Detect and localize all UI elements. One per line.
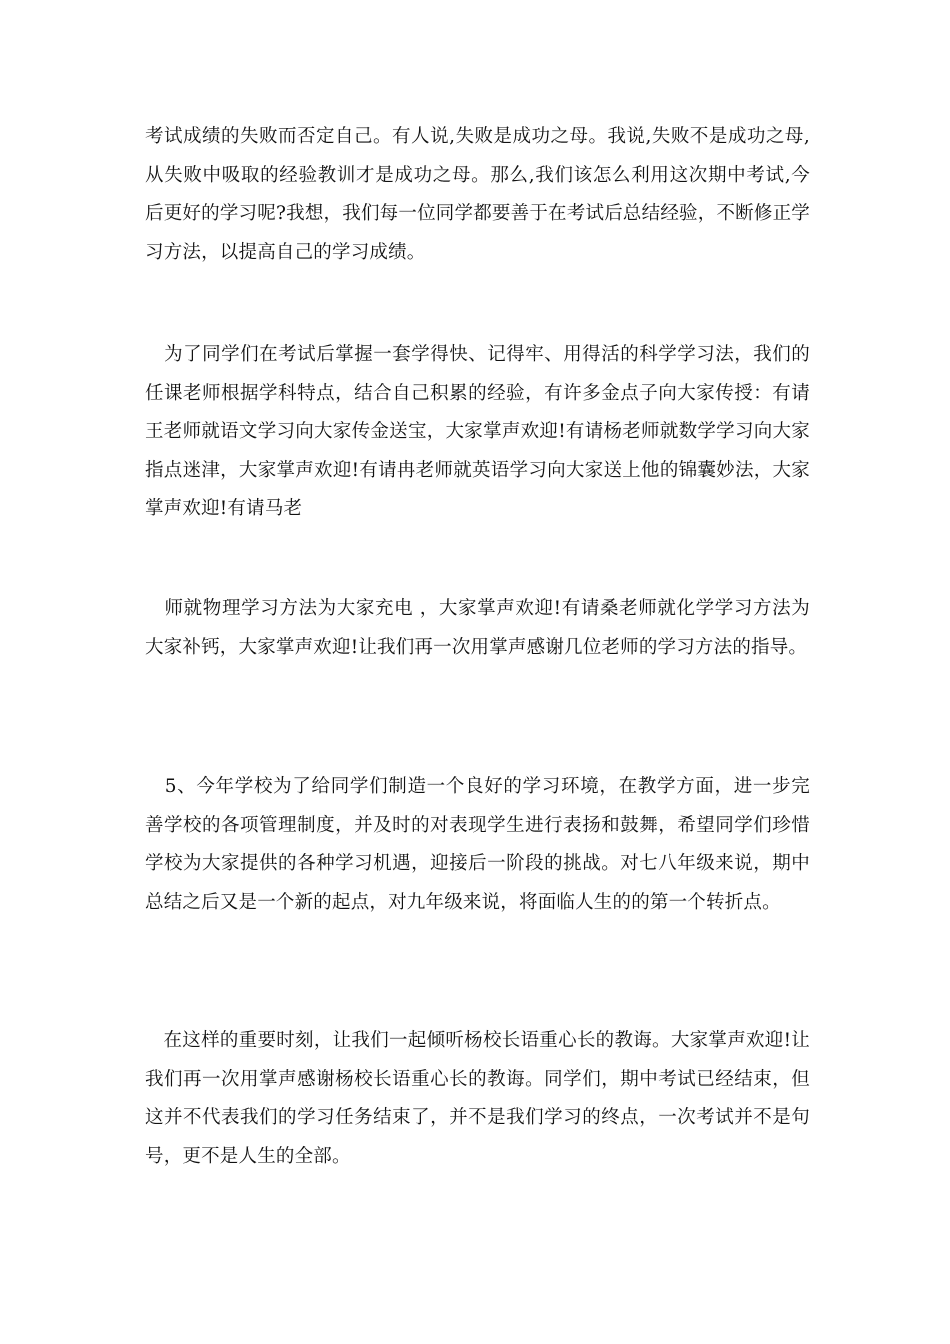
paragraph-school-environment: 5、今年学校为了给同学们制造一个良好的学习环境，在教学方面，进一步完善学校的各项管理制度，并及时的对表现学生进行表扬和鼓舞，希望同学们珍惜学校为大家提供的各种学习机遇，迎接后一阶段的挑战。对七八年级来说，期中总结之后又是一个新的起点，对九年级来说，将面临人生的的第一个转折点。 [145, 776, 810, 913]
paragraph-exam-failure: 考试成绩的失败而否定自己。有人说,失败是成功之母。我说,失败不是成功之母,从失败中吸取的经验教训才是成功之母。那么,我们该怎么利用这次期中考试,今后更好的学习呢?我想，我们每一位同学都要善于在考试后总结经验，不断修正学习方法，以提高自己的学习成绩。 [145, 126, 810, 263]
paragraph-teacher-methods: 为了同学们在考试后掌握一套学得快、记得牢、用得活的科学学习法，我们的任课老师根据学科特点，结合自己积累的经验，有许多金点子向大家传授：有请王老师就语文学习向大家传金送宝，大家掌声欢迎!有请杨老师就数学学习向大家指点迷津，大家掌声欢迎!有请冉老师就英语学习向大家送上他的锦囊妙法，大家掌声欢迎!有请马老 [145, 344, 810, 519]
paragraph-physics-chemistry: 师就物理学习方法为大家充电 ，大家掌声欢迎!有请桑老师就化学学习方法为大家补钙，大家掌声欢迎!让我们再一次用掌声感谢几位老师的学习方法的指导。 [145, 598, 810, 658]
paragraph-principal-speech: 在这样的重要时刻，让我们一起倾听杨校长语重心长的教诲。大家掌声欢迎!让我们再一次用掌声感谢杨校长语重心长的教诲。同学们，期中考试已经结束，但这并不代表我们的学习任务结束了，并不是我们学习的终点，一次考试并不是句号，更不是人生的全部。 [145, 1030, 810, 1167]
